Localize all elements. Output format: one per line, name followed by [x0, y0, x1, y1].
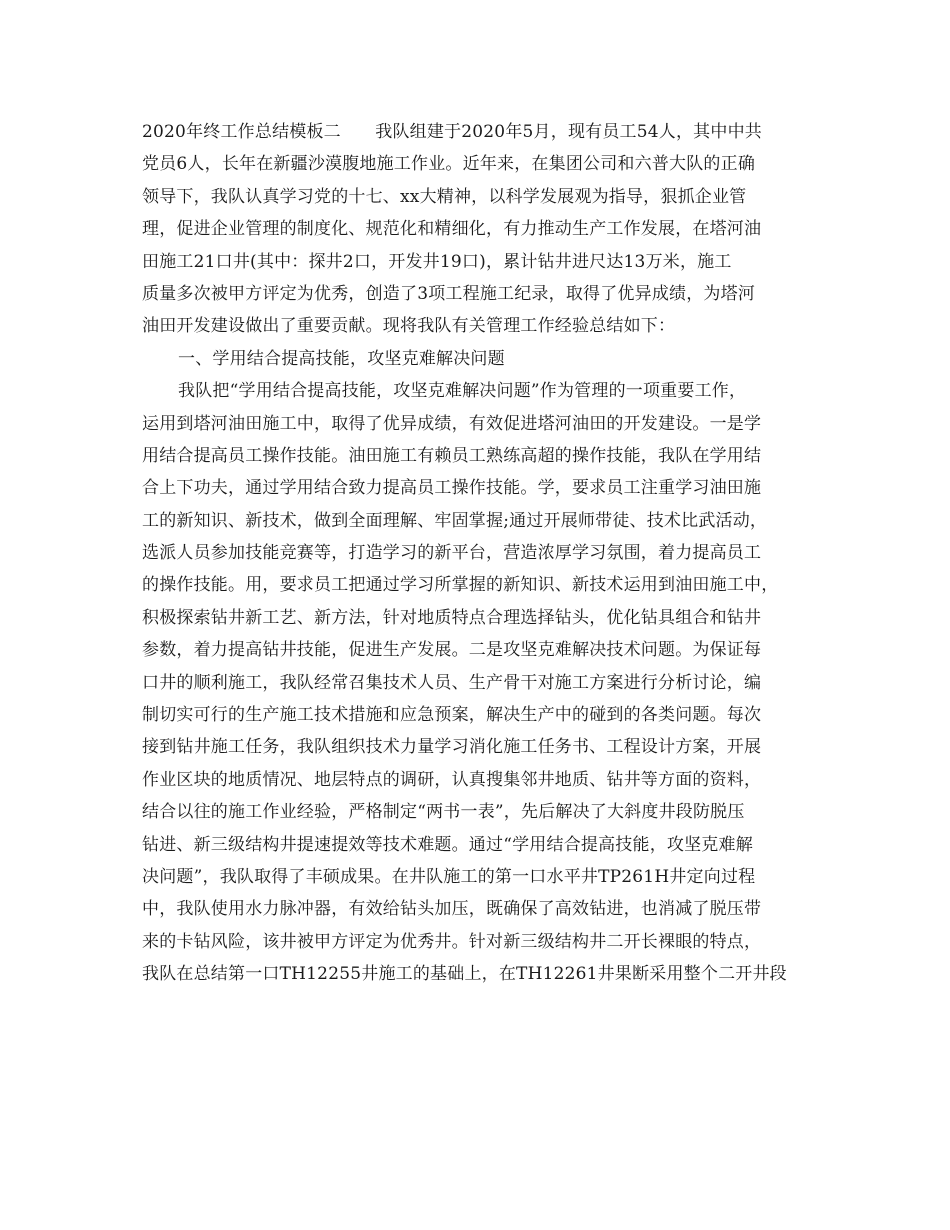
text-line: 质量多次被甲方评定为优秀，创造了3项工程施工纪录，取得了优异成绩，为塔河: [142, 283, 756, 304]
text-line: 我队在总结第一口TH12255井施工的基础上，在TH12261井果断采用整个二开井段: [142, 964, 787, 985]
text-line: 中，我队使用水力脉冲器，有效给钻头加压，既确保了高效钻进，也消减了脱压带: [142, 899, 762, 920]
text-line: 接到钻井施工任务，我队组织技术力量学习消化施工任务书、工程设计方案，开展: [142, 737, 762, 758]
text-line: 来的卡钻风险，该井被甲方评定为优秀井。针对新三级结构井二开长裸眼的特点，: [142, 931, 762, 952]
text-line: 领导下，我队认真学习党的十七、xx大精神，以科学发展观为指导，狠抓企业管: [142, 186, 747, 207]
text-line: 党员6人，长年在新疆沙漠腹地施工作业。近年来，在集团公司和六普大队的正确: [142, 154, 756, 175]
text-line: 制切实可行的生产施工技术措施和应急预案，解决生产中的碰到的各类问题。每次: [142, 705, 762, 726]
text-line: 田施工21口井(其中：探井2口，开发井19口)，累计钻井进尺达13万米，施工: [142, 251, 732, 272]
text-line: 选派人员参加技能竞赛等，打造学习的新平台，营造浓厚学习氛围，着力提高员工: [142, 543, 762, 564]
text-line: 我队把“学用结合提高技能，攻坚克难解决问题”作为管理的一项重要工作，: [178, 381, 747, 402]
text-line: 2020年终工作总结模板二 我队组建于2020年5月，现有员工54人，其中中共: [142, 122, 762, 142]
section-heading: 一、学用结合提高技能，攻坚克难解决问题: [178, 348, 505, 369]
text-line: 工的新知识、新技术，做到全面理解、牢固掌握;通过开展师带徒、技术比武活动，: [142, 510, 768, 531]
text-line: 口井的顺利施工，我队经常召集技术人员、生产骨干对施工方案进行分析讨论，编: [142, 672, 762, 693]
text-line: 结合以往的施工作业经验，严格制定“两书一表”，先后解决了大斜度井段防脱压: [142, 802, 745, 823]
document-body: [142, 116, 812, 991]
text-line: 积极探索钻井新工艺、新方法，针对地质特点合理选择钻头，优化钻具组合和钻井: [142, 607, 762, 628]
text-line: 钻进、新三级结构井提速提效等技术难题。通过“学用结合提高技能，攻坚克难解: [142, 834, 753, 855]
text-line: 决问题”，我队取得了丰硕成果。在井队施工的第一口水平井TP261H井定向过程: [142, 866, 756, 887]
text-line: 用结合提高员工操作技能。油田施工有赖员工熟练高超的操作技能，我队在学用结: [142, 445, 762, 466]
text-line: 作业区块的地质情况、地层特点的调研，认真搜集邻井地质、钻井等方面的资料，: [142, 769, 762, 790]
text-line: 油田开发建设做出了重要贡献。现将我队有关管理工作经验总结如下：: [142, 316, 676, 337]
text-line: 参数，着力提高钻井技能，促进生产发展。二是攻坚克难解决技术问题。为保证每: [142, 640, 762, 661]
text-line: 合上下功夫，通过学用结合致力提高员工操作技能。学，要求员工注重学习油田施: [142, 478, 762, 499]
text-line: 运用到塔河油田施工中，取得了优异成绩，有效促进塔河油田的开发建设。一是学: [142, 413, 762, 434]
text-line: 理，促进企业管理的制度化、规范化和精细化，有力推动生产工作发展，在塔河油: [142, 219, 762, 240]
text-line: 的操作技能。用，要求员工把通过学习所掌握的新知识、新技术运用到油田施工中，: [142, 575, 779, 596]
